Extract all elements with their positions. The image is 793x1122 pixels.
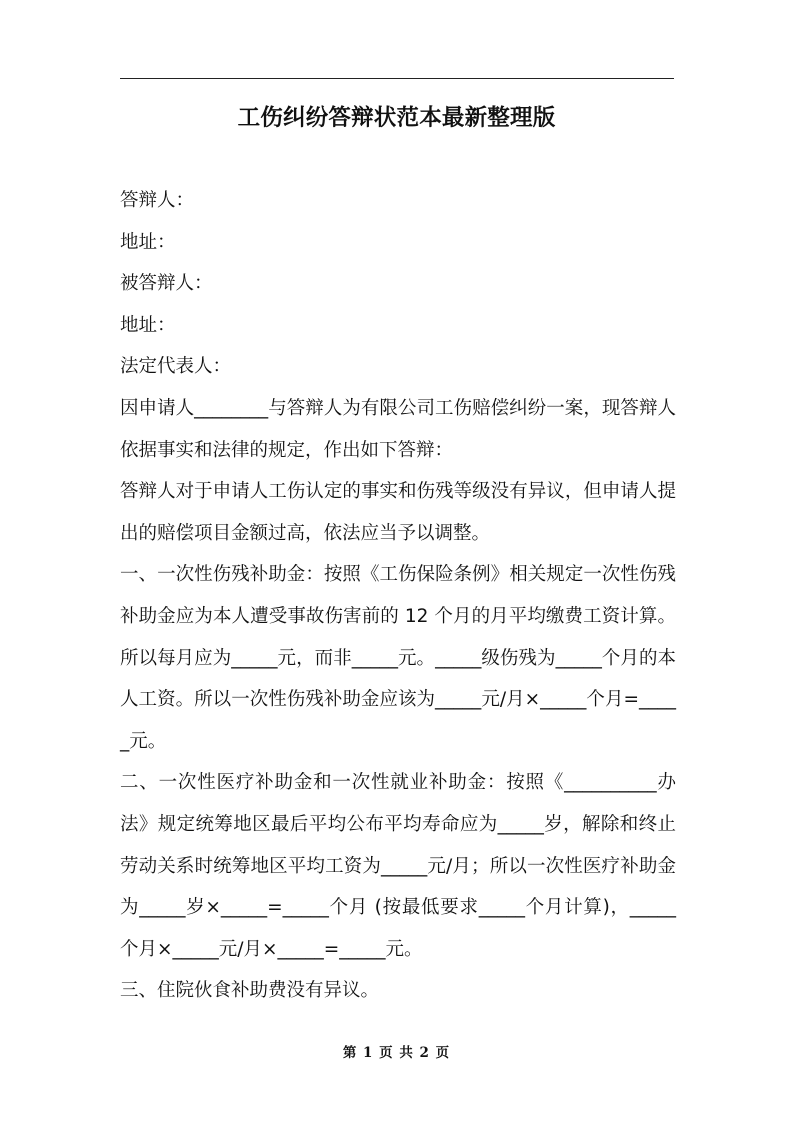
paragraph-respondent-address: 地址： xyxy=(120,231,176,253)
paragraph-case-intro: 因申请人________与答辩人为有限公司工伤赔偿纠纷一案，现答辩人依据事实和法律的规定，作出如下答辩： xyxy=(120,397,676,461)
paragraph-medical-employment-subsidy: 二、一次性医疗补助金和一次性就业补助金：按照《__________办法》规定统筹地区最后平均公布平均寿命应为_____岁，解除和终止劳动关系时统筹地区平均工资为_____元/月；所以一次性医疗补助金为_____岁×_____=_____个月 (按最低要求_____个月计算)，_____个月×_____元/月×_____=_____元。 xyxy=(120,772,676,960)
paragraph-legal-representative: 法定代表人： xyxy=(120,356,232,378)
page-number: 第 1 页 共 2 页 xyxy=(342,1045,451,1061)
paragraph-meal-subsidy: 三、住院伙食补助费没有异议。 xyxy=(120,980,380,1002)
header-rule xyxy=(120,78,674,79)
document-title: 工伤纠纷答辩状范本最新整理版 xyxy=(237,105,556,131)
paragraph-respondent: 答辩人： xyxy=(120,190,195,211)
paragraph-claimant: 被答辩人： xyxy=(120,273,213,295)
paragraph-disability-subsidy: 一、一次性伤残补助金：按照《工伤保险条例》相关规定一次性伤残补助金应为本人遭受事故伤害前的 12 个月的月平均缴费工资计算。所以每月应为_____元，而非_____元。_____级伤残为_____个月的本人工资。所以一次性伤残补助金应该为_____元/月×_____个月=_____元。 xyxy=(120,564,676,752)
paragraph-general-defense: 答辩人对于申请人工伤认定的事实和伤残等级没有异议，但申请人提出的赔偿项目金额过高，依法应当予以调整。 xyxy=(120,481,676,544)
paragraph-claimant-address: 地址： xyxy=(120,314,176,336)
document-body xyxy=(120,180,676,1012)
